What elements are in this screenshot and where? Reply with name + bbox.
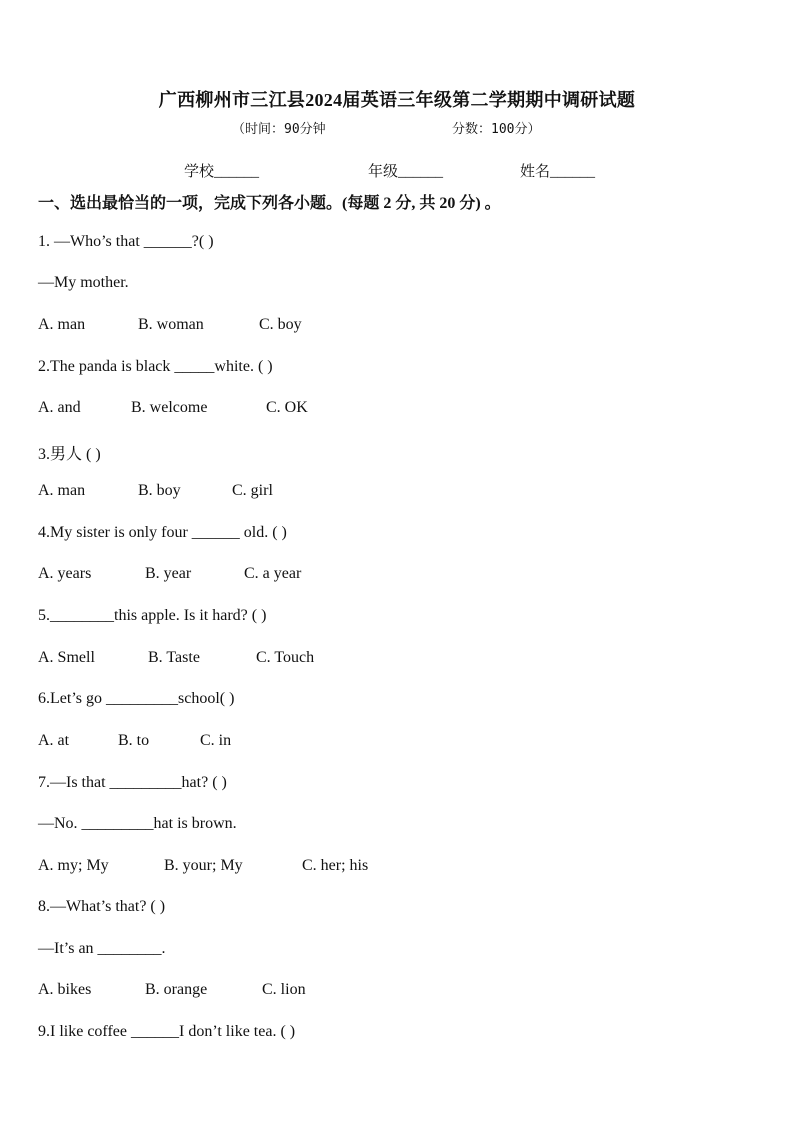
- question-8-stem: 8.—What’s that? ( ): [38, 898, 166, 915]
- option-c[interactable]: C. lion: [262, 981, 306, 998]
- exam-title: 广西柳州市三江县2024届英语三年级第二学期期中调研试题: [158, 90, 636, 110]
- option-b[interactable]: B. orange: [145, 981, 208, 998]
- option-c[interactable]: C. girl: [232, 482, 273, 499]
- question-7-stem: 7.—Is that _________hat? ( ): [38, 774, 227, 791]
- option-b[interactable]: B. boy: [138, 482, 181, 499]
- option-a[interactable]: A. man: [38, 482, 86, 499]
- option-b[interactable]: B. year: [145, 565, 192, 582]
- option-a[interactable]: A. my; My: [38, 857, 109, 874]
- option-c[interactable]: C. in: [200, 732, 232, 749]
- question-8-answer-line: —It’s an ________.: [38, 940, 166, 957]
- question-1-stem: 1. —Who’s that ______?( ): [38, 233, 214, 250]
- option-b[interactable]: B. Taste: [148, 649, 200, 666]
- question-6-stem: 6.Let’s go _________school( ): [38, 690, 235, 707]
- option-a[interactable]: A. Smell: [38, 649, 95, 666]
- option-c[interactable]: C. OK: [266, 399, 308, 416]
- option-a[interactable]: A. man: [38, 316, 86, 333]
- exam-time: （时间：90分钟: [232, 122, 326, 137]
- question-7-answer-line: —No. _________hat is brown.: [38, 815, 237, 832]
- option-c[interactable]: C. her; his: [302, 857, 369, 874]
- option-c[interactable]: C. Touch: [256, 649, 315, 666]
- option-a[interactable]: A. and: [38, 399, 81, 416]
- option-a[interactable]: A. years: [38, 565, 92, 582]
- option-b[interactable]: B. your; My: [164, 857, 243, 874]
- option-a[interactable]: A. at: [38, 732, 70, 749]
- option-b[interactable]: B. woman: [138, 316, 204, 333]
- option-b[interactable]: B. to: [118, 732, 150, 749]
- question-3-stem: 3.男人 ( ): [38, 446, 101, 463]
- exam-score: 分数：100分）: [452, 122, 541, 137]
- question-9-stem: 9.I like coffee ______I don’t like tea. ( ): [38, 1023, 296, 1040]
- section-heading: 一、选出最恰当的一项，完成下列各小题。(每题 2 分, 共 20 分) 。: [38, 195, 501, 212]
- question-5-stem: 5.________this apple. Is it hard? ( ): [38, 607, 267, 624]
- option-c[interactable]: C. boy: [259, 316, 302, 333]
- option-b[interactable]: B. welcome: [131, 399, 208, 416]
- name-field[interactable]: 姓名______: [520, 164, 596, 180]
- question-4-stem: 4.My sister is only four ______ old. ( ): [38, 524, 287, 541]
- question-2-stem: 2.The panda is black _____white. ( ): [38, 358, 273, 375]
- option-c[interactable]: C. a year: [244, 565, 302, 582]
- exam-meta: [232, 118, 541, 137]
- grade-field[interactable]: 年级______: [368, 164, 444, 180]
- school-field[interactable]: 学校______: [184, 164, 260, 180]
- option-a[interactable]: A. bikes: [38, 981, 92, 998]
- question-1-answer-line: —My mother.: [38, 274, 129, 291]
